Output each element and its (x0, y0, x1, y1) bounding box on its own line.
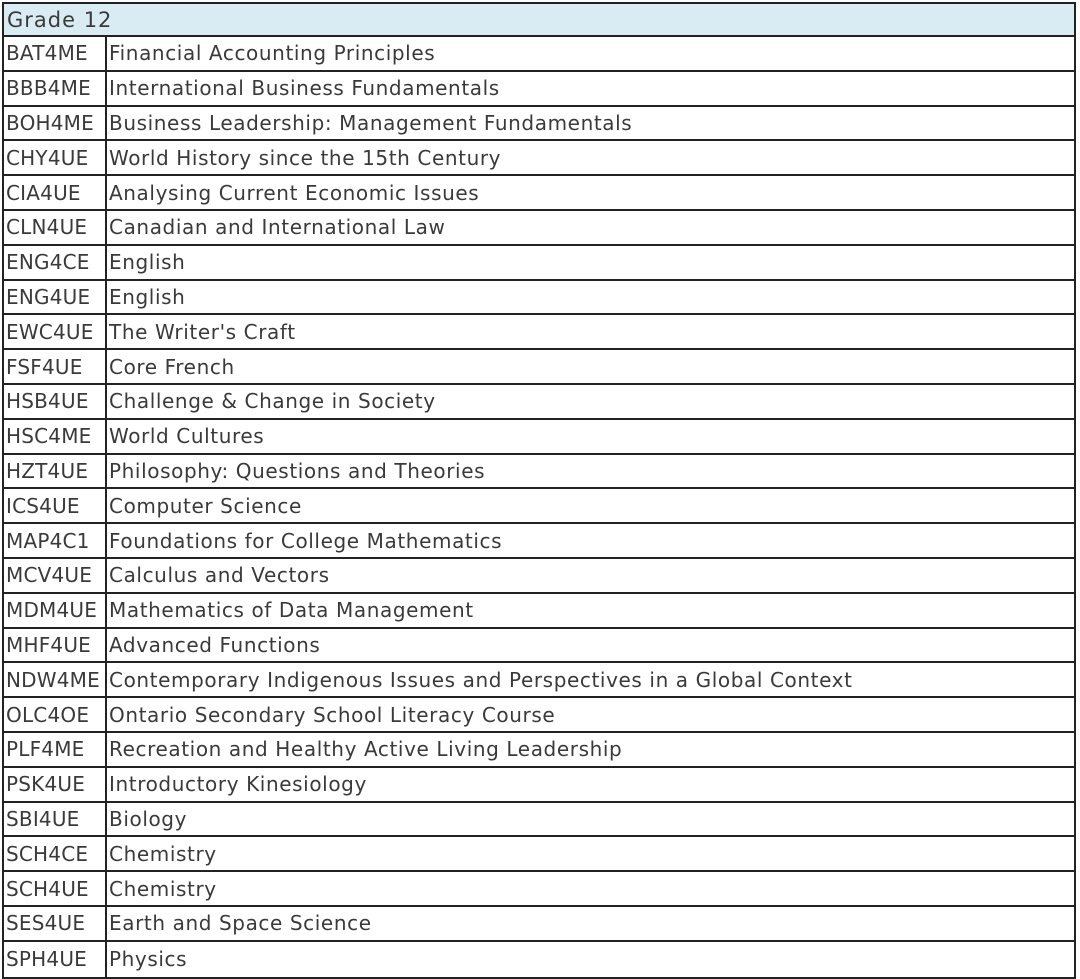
table-row (4, 803, 1074, 838)
course-code: SCH4CE (4, 837, 107, 870)
course-title: Chemistry (109, 876, 217, 901)
table-row (4, 141, 1074, 176)
course-code: ENG4UE (4, 281, 107, 314)
course-title: Calculus and Vectors (109, 563, 330, 588)
course-code: OLC4OE (4, 698, 107, 731)
course-title: Biology (109, 806, 188, 831)
table-row (4, 524, 1074, 559)
course-code: FSF4UE (4, 350, 107, 383)
course-title: Recreation and Healthy Active Living Leadership (109, 737, 623, 762)
table-row (4, 698, 1074, 733)
course-code: CLN4UE (4, 211, 107, 244)
course-title: Earth and Space Science (109, 911, 372, 936)
table-row (4, 733, 1074, 768)
table-row (4, 768, 1074, 803)
table-row (4, 629, 1074, 664)
table-row (4, 246, 1074, 281)
table-row (4, 350, 1074, 385)
course-code: BAT4ME (4, 37, 107, 70)
course-code: ENG4CE (4, 246, 107, 279)
table-row (4, 663, 1074, 698)
course-title: World History since the 15th Century (109, 145, 502, 170)
course-title: The Writer's Craft (109, 319, 296, 344)
course-code: SES4UE (4, 907, 107, 940)
course-code: PSK4UE (4, 768, 107, 801)
course-code: HSC4ME (4, 420, 107, 453)
table-row (4, 211, 1074, 246)
table-row (4, 594, 1074, 629)
course-code: EWC4UE (4, 315, 107, 348)
course-title: Foundations for College Mathematics (109, 528, 503, 553)
table-row (4, 107, 1074, 142)
course-code: MHF4UE (4, 629, 107, 662)
course-code: PLF4ME (4, 733, 107, 766)
course-title: Introductory Kinesiology (109, 772, 367, 797)
course-code: BBB4ME (4, 72, 107, 105)
table-row (4, 176, 1074, 211)
course-title: Core French (109, 354, 235, 379)
course-code: MDM4UE (4, 594, 107, 627)
table-row (4, 489, 1074, 524)
course-code: SPH4UE (4, 942, 107, 977)
course-title: Mathematics of Data Management (109, 598, 474, 623)
course-code: MCV4UE (4, 559, 107, 592)
table-body (4, 37, 1074, 977)
course-title: English (109, 250, 186, 275)
course-title: English (109, 284, 186, 309)
course-title: Business Leadership: Management Fundamentals (109, 110, 633, 135)
course-code: CIA4UE (4, 176, 107, 209)
table-row (4, 420, 1074, 455)
table-row (4, 385, 1074, 420)
course-code: BOH4ME (4, 107, 107, 140)
table-row (4, 837, 1074, 872)
course-code: HSB4UE (4, 385, 107, 418)
table-row (4, 315, 1074, 350)
course-title: Philosophy: Questions and Theories (109, 458, 486, 483)
course-title: Canadian and International Law (109, 215, 446, 240)
course-title: Analysing Current Economic Issues (109, 180, 480, 205)
course-title: Challenge & Change in Society (109, 389, 436, 414)
course-title: Advanced Functions (109, 632, 321, 657)
table-row (4, 559, 1074, 594)
table-row (4, 907, 1074, 942)
course-title: Financial Accounting Principles (109, 41, 436, 66)
course-code: HZT4UE (4, 455, 107, 488)
course-title: Computer Science (109, 493, 302, 518)
table-row (4, 872, 1074, 907)
course-table (2, 2, 1076, 979)
course-title: Ontario Secondary School Literacy Course (109, 702, 556, 727)
course-title: Chemistry (109, 841, 217, 866)
course-code: SCH4UE (4, 872, 107, 905)
course-title: Physics (109, 947, 188, 972)
table-row (4, 72, 1074, 107)
course-title: Contemporary Indigenous Issues and Perspectives in a Global Context (109, 667, 853, 692)
course-title: World Cultures (109, 424, 265, 449)
table-row (4, 942, 1074, 977)
course-code: CHY4UE (4, 141, 107, 174)
table-header: Grade 12 (4, 4, 1074, 37)
table-row (4, 455, 1074, 490)
course-code: NDW4ME (4, 663, 107, 696)
course-code: MAP4C1 (4, 524, 107, 557)
course-code: ICS4UE (4, 489, 107, 522)
table-row (4, 281, 1074, 316)
course-title: International Business Fundamentals (109, 76, 500, 101)
course-code: SBI4UE (4, 803, 107, 836)
table-row (4, 37, 1074, 72)
